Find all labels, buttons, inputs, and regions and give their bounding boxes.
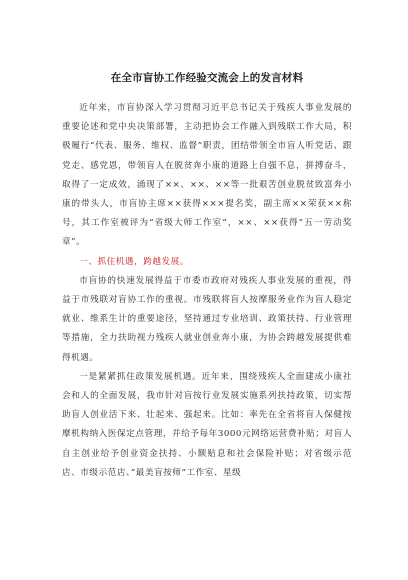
section-paragraph-2: 一是紧紧抓住政策发展机遇。近年来，围绕残疾人全面建成小康社会和人的全面发展，我市针对盲按行业发展实施系列扶持政策，切实帮助盲人创业活下来、壮起来、强起来。比如：率先在全省将盲人保健按摩机构纳入医保定点管理，并给予每年3000元网络运营费补贴；对盲人自主创业给予创业资金扶持、小额贴息和社会保险补贴；对省级示范店、市级示范店、”最美盲按师”工作室、星级 bbox=[62, 371, 352, 478]
section-paragraph-1: 市盲协的快速发展得益于市委市政府对残疾人事业发展的重视，得益于市残联对盲协工作的重视。市残联将盲人按摩服务业作为盲人稳定就业、维系生计的重要途径，坚持通过专业培训、政策扶持、行业管理等措施，全力扶助视力残疾人就业创业奔小康，为协会跨越发展提供难得机遇。 bbox=[62, 275, 352, 363]
section-heading: 一、抓住机遇，跨越发展。 bbox=[79, 256, 189, 267]
intro-paragraph: 近年来，市盲协深入学习贯彻习近平总书记关于残疾人事业发展的重要论述和党中央决策部署，主动把协会工作融入到残联工作大局，积极履行“代表、服务、维权、监督”职责，团结带领全市盲人听党话、跟党走、感党恩，带领盲人在脱贫奔小康的道路上自强不息，拼搏奋斗，取得了一定成效，涌现了××、××、××等一批艰苦创业脱贫致富奔小康的带头人，市盲协主席××获得×××提名奖，副主席××荣获××称号，其工作室被评为“省级大师工作室”，××、××获得”五一劳动奖章”。 bbox=[62, 103, 352, 248]
document-title: 在全市盲协工作经验交流会上的发言材料 bbox=[110, 72, 304, 84]
